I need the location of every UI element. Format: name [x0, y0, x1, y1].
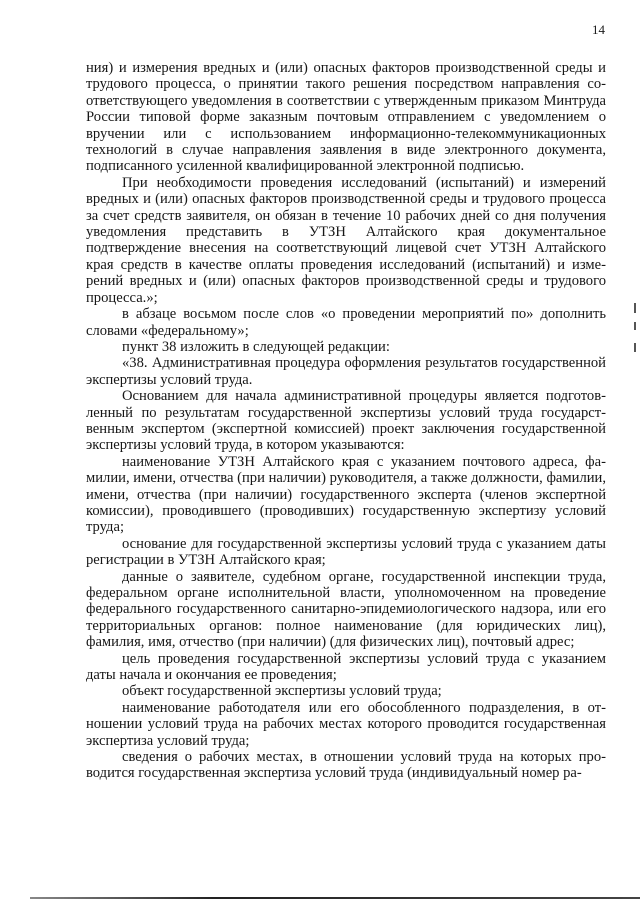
scan-artifact-mark: [634, 343, 636, 352]
paragraph-item-38-title: «38. Административная процедура оформления результатов государственной экспертизы условий труда.: [86, 355, 606, 388]
list-item-expertise-basis: основание для государственной экспертизы условий труда с указанием даты регистрации в УТЗН Алтайского края;: [86, 535, 606, 569]
document-body: [86, 60, 606, 782]
paragraph-procedure-basis: Основанием для начала административной процедуры является подготовленный по результатам государственной экспертизы условий труда государственным экспертом (экспертной комиссией) проект заключения государственной экспертизы условий труда, в котором указываются:: [86, 388, 606, 454]
scan-bottom-edge: [30, 897, 640, 899]
list-item-employer-name: наименование работодателя или его обособленного подразделения, в отношении условий труда на рабочих местах которого проводится государственная экспертиза условий труда;: [86, 699, 606, 749]
list-item-applicant-data: данные о заявителе, судебном органе, государственной инспекции труда, федеральном органе исполнительной власти, уполномоченном на проведение федерального государственного санитарно-эпидемиологического надзора, или его территориальных органов: полное наименование (для юридических лиц), фамилия, имя, отчество (при наличии) (для физических лиц), почтовый адрес;: [86, 568, 606, 651]
list-item-expertise-goal: цель проведения государственной экспертизы условий труда с указанием даты начала и окончания ее проведения;: [86, 650, 606, 684]
paragraph-item-38-intro: пункт 38 изложить в следующей редакции:: [122, 338, 390, 355]
paragraph-research-payment: При необходимости проведения исследований (испытаний) и измерений вредных и (или) опасных факторов производственной среды и трудового процесса за счет средств заявителя, он обязан в течение 10 рабочих дней со дня получения уведомления представить в УТЗН Алтайского края документальное подтверждение внесения на соответствующий лицевой счет УТЗН Алтайского края средств в качестве оплаты проведения исследований (испытаний) и измерений вредных и (или) опасных факторов производственной среды и трудового процесса.»;: [86, 174, 606, 306]
list-item-workplace-info: сведения о рабочих местах, в отношении условий труда на которых проводится государственная экспертиза условий труда (индивидуальный номер ра-: [86, 749, 606, 782]
list-item-agency-name: наименование УТЗН Алтайского края с указанием почтового адреса, фамилии, имени, отчества (при наличии) руководителя, а также должности, фамилии, имени, отчества (при наличии) государственного эксперта (членов экспертной комиссии), проводившего (проводивших) государственную экспертизу условий труда;: [86, 453, 606, 536]
paragraph-amendment-eighth: в абзаце восьмом после слов «о проведении мероприятий по» дополнить словами «федеральному»;: [86, 306, 606, 339]
scan-artifact-mark: [634, 303, 636, 313]
page-number: 14: [592, 22, 605, 37]
scan-artifact-mark: [634, 322, 636, 330]
paragraph-continuation: ния) и измерения вредных и (или) опасных факторов производственной среды и трудового процесса, о принятии такого решения посредством направления соответствующего уведомления в соответствии с утвержденным приказом Минтруда России типовой форме заказным почтовым отправлением с уведомлением о вручении или с использованием информационно-телекоммуникационных технологий в случае направления заявления в виде электронного документа, подписанного усиленной квалифицированной электронной подписью.: [86, 60, 606, 175]
list-item-expertise-object: объект государственной экспертизы условий труда;: [122, 683, 442, 700]
